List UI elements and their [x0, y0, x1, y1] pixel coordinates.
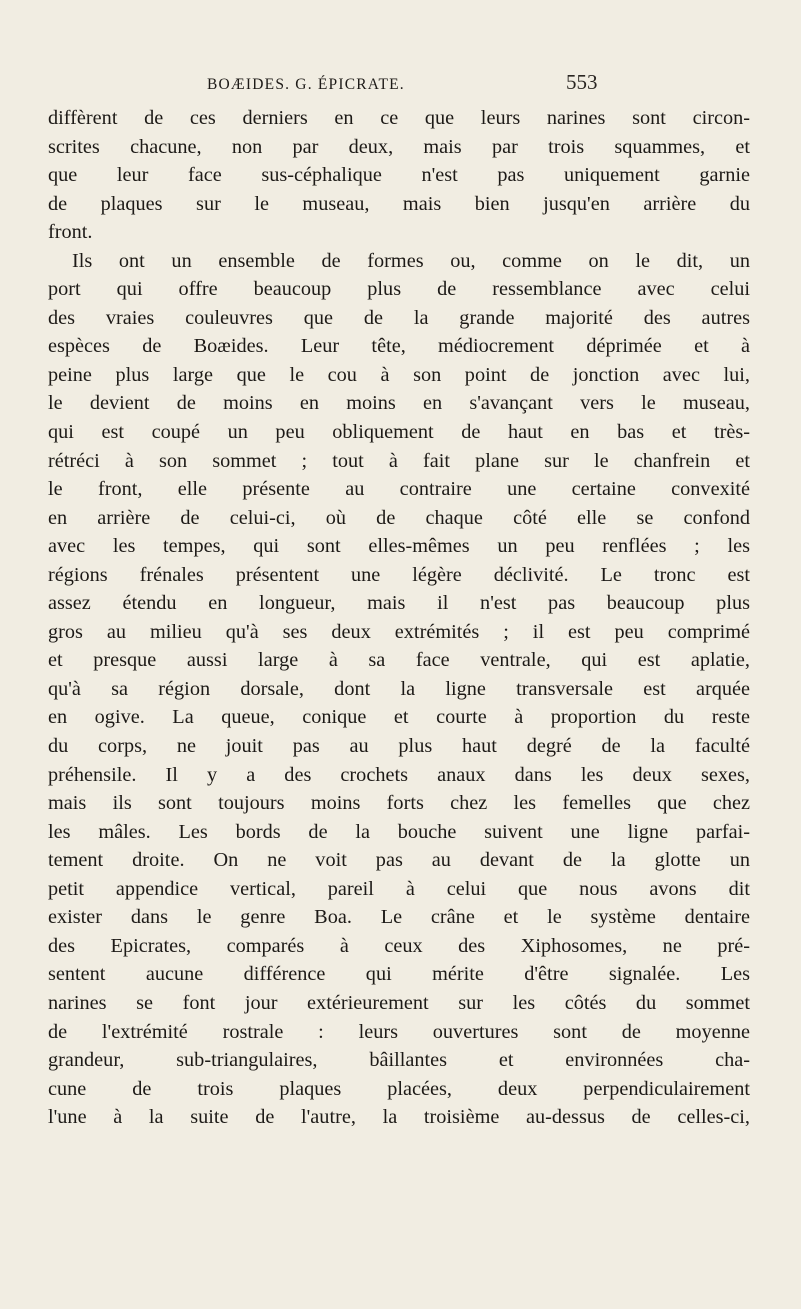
text-line: avec les tempes, qui sont elles-mêmes un peu renflées ; les — [48, 535, 750, 558]
text-line: en arrière de celui-ci, où de chaque côté elle se confond — [48, 506, 750, 529]
text-line: de l'extrémité rostrale : leurs ouvertures sont de moyenne — [48, 1020, 750, 1043]
text-line: préhensile. Il y a des crochets anaux dans les deux sexes, — [48, 763, 750, 786]
text-line: assez étendu en longueur, mais il n'est pas beaucoup plus — [48, 592, 750, 615]
text-line: narines se font jour extérieurement sur les côtés du sommet — [48, 991, 750, 1014]
text-line: sentent aucune différence qui mérite d'être signalée. Les — [48, 963, 750, 986]
text-line: tement droite. On ne voit pas au devant de la glotte un — [48, 849, 750, 872]
text-line: front. — [48, 221, 93, 244]
text-line: l'une à la suite de l'autre, la troisième au-dessus de celles-ci, — [48, 1106, 750, 1129]
text-line: les mâles. Les bords de la bouche suivent une ligne parfai- — [48, 820, 750, 843]
text-line: le front, elle présente au contraire une certaine convexité — [48, 478, 750, 501]
text-line: régions frénales présentent une légère déclivité. Le tronc est — [48, 563, 750, 586]
text-line: diffèrent de ces derniers en ce que leurs narines sont circon- — [48, 107, 750, 129]
text-line: en ogive. La queue, conique et courte à proportion du reste — [48, 706, 750, 729]
page-number: 553 — [566, 70, 598, 94]
text-line: des Epicrates, comparés à ceux des Xiphosomes, ne pré- — [48, 934, 750, 957]
text-line: petit appendice vertical, pareil à celui que nous avons dit — [48, 877, 750, 900]
text-line: que leur face sus-céphalique n'est pas uniquement garnie — [48, 164, 750, 187]
text-line: scrites chacune, non par deux, mais par trois squammes, et — [48, 135, 750, 158]
text-line: espèces de Boæides. Leur tête, médiocrement déprimée et à — [48, 335, 750, 358]
text-line: grandeur, sub-triangulaires, bâillantes et environnées cha- — [48, 1049, 750, 1072]
text-line: exister dans le genre Boa. Le crâne et le système dentaire — [48, 906, 750, 929]
text-line: Ils ont un ensemble de formes ou, comme on le dit, un — [72, 249, 750, 272]
text-line: des vraies couleuvres que de la grande majorité des autres — [48, 306, 750, 329]
text-line: le devient de moins en moins en s'avançant vers le museau, — [48, 392, 750, 415]
text-line: du corps, ne jouit pas au plus haut degré de la faculté — [48, 735, 750, 758]
text-line: peine plus large que le cou à son point de jonction avec lui, — [48, 363, 750, 386]
text-line: qu'à sa région dorsale, dont la ligne transversale est arquée — [48, 677, 750, 700]
text-line: gros au milieu qu'à ses deux extrémités ; il est peu comprimé — [48, 620, 750, 643]
running-head: BOÆIDES. G. ÉPICRATE. — [207, 76, 405, 93]
text-line: qui est coupé un peu obliquement de haut en bas et très- — [48, 421, 750, 444]
text-line: de plaques sur le museau, mais bien jusqu'en arrière du — [48, 192, 750, 215]
paragraph-1 — [48, 104, 750, 247]
text-line: rétréci à son sommet ; tout à fait plane sur le chanfrein et — [48, 449, 750, 472]
text-line: port qui offre beaucoup plus de ressemblance avec celui — [48, 278, 750, 301]
body-text — [48, 104, 750, 1132]
paragraph-2 — [48, 247, 750, 1132]
text-line: cune de trois plaques placées, deux perpendiculairement — [48, 1077, 750, 1100]
text-line: mais ils sont toujours moins forts chez les femelles que chez — [48, 792, 750, 815]
text-line: et presque aussi large à sa face ventrale, qui est aplatie, — [48, 649, 750, 672]
